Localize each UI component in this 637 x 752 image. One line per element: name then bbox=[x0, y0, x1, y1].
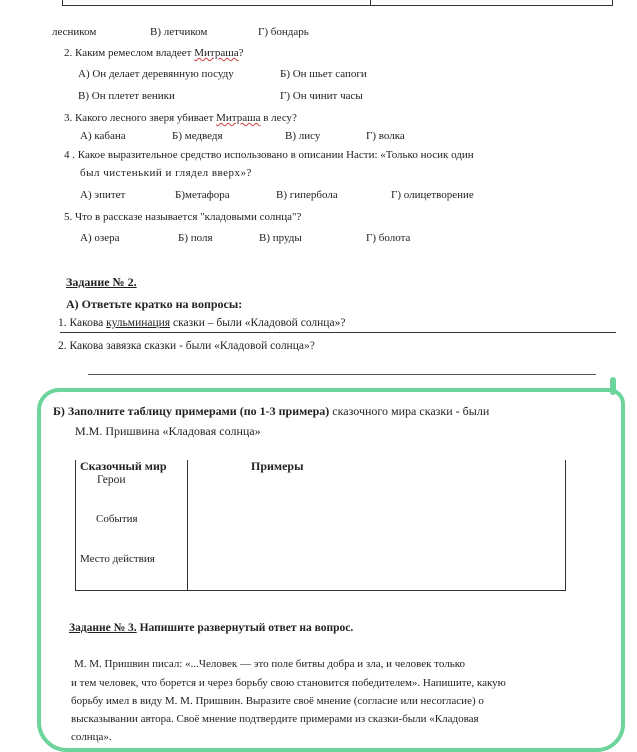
answer-line-2 bbox=[88, 374, 596, 375]
q3-option-c: В) лису bbox=[285, 130, 321, 142]
answer-line-1 bbox=[60, 332, 616, 333]
task2-q1-post: сказки – были «Кладовой солнца»? bbox=[170, 317, 346, 329]
table-left-border bbox=[75, 460, 76, 590]
top-table-bottom-border bbox=[62, 5, 613, 6]
highlight-frame-tail bbox=[610, 377, 616, 395]
task2-q1-pre: 1. Какова bbox=[58, 317, 107, 329]
table-row-place: Место действия bbox=[80, 553, 155, 565]
q3-text-pre: 3. Какого лесного зверя убивает bbox=[64, 112, 217, 124]
task3-title: Задание № 3. bbox=[69, 622, 137, 634]
task3-heading bbox=[69, 622, 353, 634]
q4-option-b: Б)метафора bbox=[175, 189, 230, 201]
q3-option-a: А) кабана bbox=[80, 130, 126, 142]
table-right-border bbox=[565, 460, 566, 590]
q4-option-c: В) гипербола bbox=[276, 189, 338, 201]
q5-option-a: А) озера bbox=[80, 232, 120, 244]
task3-line-4: высказывании автора. Своё мнение подтвердите примерами из сказки-были «Кладовая bbox=[71, 713, 479, 725]
q5-option-c: В) пруды bbox=[259, 232, 302, 244]
part-b-line1 bbox=[53, 404, 489, 419]
table-row-events: События bbox=[96, 513, 138, 525]
q4-option-a: А) эпитет bbox=[80, 189, 126, 201]
task3-line-5: солнца». bbox=[71, 731, 112, 743]
q4-option-d: Г) олицетворение bbox=[391, 189, 474, 201]
q2-name: Митраша bbox=[194, 47, 239, 59]
q1-option-a: лесником bbox=[52, 26, 97, 38]
q2-text bbox=[64, 47, 243, 59]
q2-option-a: А) Он делает деревянную посуду bbox=[78, 68, 234, 80]
task2-q1-word: кульминация bbox=[106, 317, 171, 329]
q4-text-line2: был чистенький и глядел вверх»? bbox=[80, 167, 252, 179]
q2-option-d: Г) Он чинит часы bbox=[280, 90, 363, 102]
task2-question-1 bbox=[58, 317, 345, 329]
table-row-heroes: Герои bbox=[97, 474, 126, 486]
part-b-rest: сказочного мира сказки - были bbox=[329, 404, 490, 418]
q3-option-b: Б) медведя bbox=[172, 130, 223, 142]
task3-line-1: М. М. Пришвин писал: «...Человек — это поле битвы добра и зла, и человек только bbox=[74, 658, 466, 670]
q1-option-c: Г) бондарь bbox=[258, 26, 309, 38]
q3-name: Митраша bbox=[216, 112, 261, 124]
task3-heading-text: Напишите развернутый ответ на вопрос. bbox=[136, 622, 354, 634]
q3-text bbox=[64, 112, 297, 124]
task2-question-2: 2. Какова завязка сказки - были «Кладовой солнца»? bbox=[58, 340, 315, 352]
q2-option-b: Б) Он шьет сапоги bbox=[280, 68, 367, 80]
task2-subtitle: А) Ответьте кратко на вопросы: bbox=[66, 297, 243, 311]
table-divider bbox=[187, 460, 188, 590]
table-header-col1: Сказочный мир bbox=[80, 459, 167, 473]
q3-text-post: в лесу? bbox=[260, 112, 297, 124]
q2-option-c: В) Он плетет веники bbox=[78, 90, 175, 102]
q2-text-post: ? bbox=[238, 47, 244, 59]
q4-text-line1: 4 . Какое выразительное средство использовано в описании Насти: «Только носик один bbox=[64, 149, 474, 161]
table-bottom-border bbox=[75, 590, 566, 591]
q5-option-b: Б) поля bbox=[178, 232, 213, 244]
task2-title: Задание № 2. bbox=[66, 275, 137, 289]
q1-option-b: В) летчиком bbox=[150, 26, 208, 38]
part-b-line2: М.М. Пришвина «Кладовая солнца» bbox=[75, 424, 261, 438]
table-header-col2: Примеры bbox=[251, 459, 304, 473]
task3-line-2: и тем человек, что борется и через борьбу свою становится победителем». Напишите, какую bbox=[71, 677, 506, 689]
q2-text-pre: 2. Каким ремеслом владеет bbox=[64, 47, 195, 59]
task3-line-3: борьбу имел в виду М. М. Пришвин. Выразите своё мнение (согласие или несогласие) о bbox=[71, 695, 484, 707]
q5-text: 5. Что в рассказе называется "кладовыми солнца"? bbox=[64, 211, 302, 223]
q3-option-d: Г) волка bbox=[366, 130, 405, 142]
part-b-bold: Б) Заполните таблицу примерами (по 1-3 примера) bbox=[53, 404, 330, 418]
q5-option-d: Г) болота bbox=[366, 232, 411, 244]
